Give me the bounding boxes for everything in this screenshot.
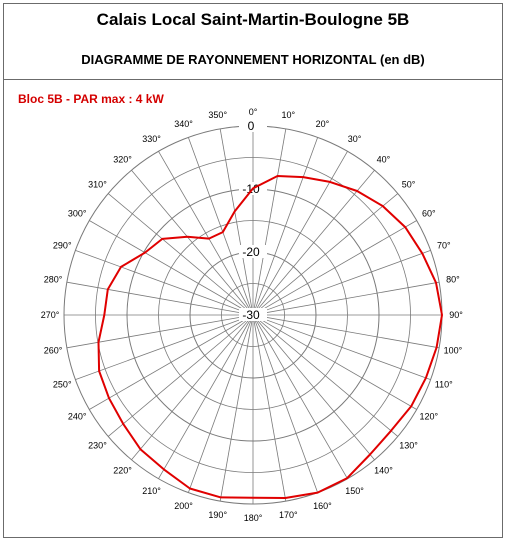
angle-tick-label: 60° [421,208,436,219]
angle-tick-label: 50° [401,179,416,190]
angle-tick-label: 200° [174,500,193,511]
radiation-pattern-line [99,176,443,498]
angle-tick-label: 350° [208,110,228,121]
angle-tick-label: 160° [313,500,332,511]
series-group [98,176,442,498]
angle-tick-label: 230° [88,440,107,451]
angle-tick-label: 310° [88,179,107,190]
angle-tick-label: 210° [142,485,161,496]
angle-tick-label: 130° [399,440,418,451]
angle-tick-label: 30° [347,134,362,145]
angle-tick-label: 220° [113,465,132,476]
angle-tick-label: 0° [248,107,258,117]
chart-subtitle: DIAGRAMME DE RAYONNEMENT HORIZONTAL (en dB) [81,52,425,67]
angle-tick-label: 250° [52,379,72,390]
r-tick-label: -20 [242,245,260,259]
angle-tick-label: 290° [52,240,72,251]
r-tick-label: 0 [247,119,255,133]
angle-tick-label: 270° [40,310,60,320]
angle-tick-label: 110° [434,379,453,390]
chart-title: Calais Local Saint-Martin-Boulogne 5B [96,10,410,29]
angle-tick-label: 20° [315,119,330,130]
angle-tick-label: 70° [436,240,451,251]
angle-tick-label: 260° [43,345,63,356]
angle-tick-label: 240° [67,411,87,422]
angle-tick-label: 150° [345,485,364,496]
angle-tick-label: 170° [278,509,298,520]
r-tick-label: -30 [242,308,260,322]
angle-tick-label: 100° [443,345,463,356]
angle-tick-label: 90° [449,310,463,320]
angle-tick-label: 120° [419,411,439,422]
angle-tick-label: 340° [174,119,193,130]
power-annotation: Bloc 5B - PAR max : 4 kW [18,92,164,106]
angle-tick-label: 320° [113,154,132,165]
r-tick-label: -10 [242,182,260,196]
angle-tick-label: 140° [374,465,393,476]
angle-tick-label: 330° [142,134,161,145]
angle-tick-label: 300° [67,208,87,219]
angle-tick-label: 180° [243,513,263,523]
angle-tick-label: 80° [446,274,460,285]
angle-tick-label: 10° [281,110,296,121]
angle-tick-label: 190° [208,509,228,520]
angle-tick-label: 40° [376,154,391,165]
angle-tick-label: 280° [43,274,63,285]
